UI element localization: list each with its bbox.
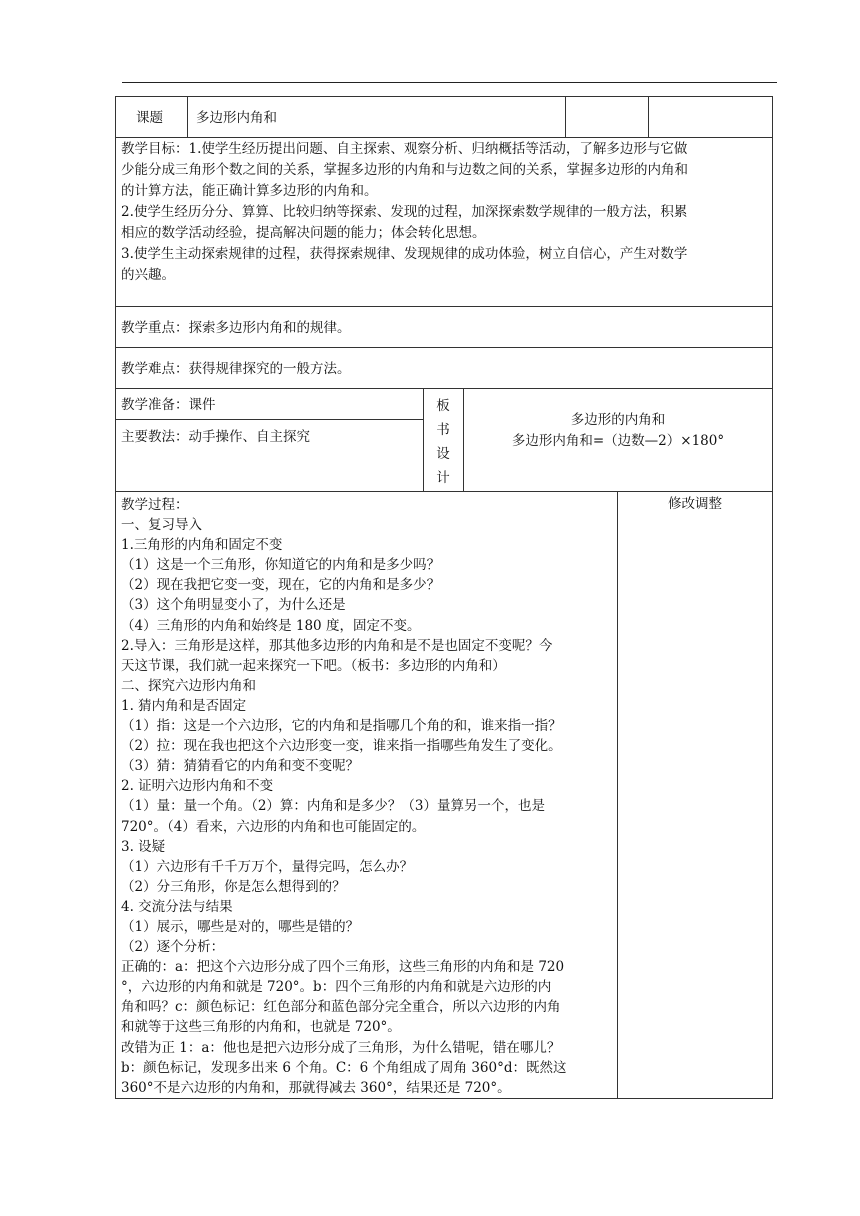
process-line: °，六边形的内角和就是 720°。b：四个三角形的内角和就是六边形的内 [121,979,552,996]
process-line: 改错为正 1：a：他也是把六边形分成了三角形，为什么错呢，错在哪儿？ [121,1039,561,1056]
process-line: 1.三角形的内角和固定不变 [121,537,283,554]
board-label-char: 设 [436,446,450,462]
process-line: 角和吗？c：颜色标记：红色部分和蓝色部分完全重合，所以六边形的内角 [121,999,561,1016]
process-line: 3. 设疑 [121,838,166,855]
difficult-point: 教学难点：获得规律探究的一般方法。 [121,361,351,377]
process-line: （1）展示，哪些是对的，哪些是错的？ [121,918,360,935]
process-line: 二、探究六边形内角和 [121,677,256,694]
process-line: （1）这是一个三角形，你知道它的内角和是多少吗？ [121,557,441,574]
key-point: 教学重点：探索多边形内角和的规律。 [121,320,351,336]
board-label [423,394,463,490]
revision-label: 修改调整 [668,496,722,512]
divider [187,96,188,138]
board-design [463,410,773,452]
process-text [121,495,566,1098]
process-line: （3）猜：猜猜看它的内角和变不变呢？ [121,758,360,775]
process-line: （1）六边形有千千万万个，量得完吗，怎么办？ [121,858,414,875]
divider [565,96,566,138]
process-line: 720°。（4）看来，六边形的内角和也可能固定的。 [121,818,426,835]
process-line: 和就等于这些三角形的内角和，也就是 720°。 [121,1019,401,1036]
objective-line: 2.使学生经历分分、算算、比较归纳等探索、发现的过程，加深探索数学规律的一般方法，积累 [121,204,688,220]
board-line-1: 多边形的内角和 [570,412,666,428]
process-line: （2）拉：现在我也把这个六边形变一变，谁来指一指哪些角发生了变化。 [121,738,562,755]
process-line: （2）现在我把它变一变，现在，它的内角和是多少？ [121,577,441,594]
board-label-char: 板 [436,398,450,414]
process-line: 2. 证明六边形内角和不变 [121,778,274,795]
process-line: （1）量：量一个角。（2）算：内角和是多少？（3）量算另一个，也是 [121,798,546,815]
process-line: 360°不是六边形的内角和，那就得减去 360°，结果还是 720°。 [121,1079,511,1096]
board-line-2: 多边形内角和=（边数—2）×180° [511,433,725,449]
objective-line: 相应的数学活动经验，提高解决问题的能力；体会转化思想。 [121,225,486,241]
teaching-method: 主要教法：动手操作、自主探究 [121,429,310,445]
process-line: （1）指：这是一个六边形，它的内角和是指哪几个角的和，谁来指一指？ [121,718,562,735]
process-line: （2）逐个分析： [121,939,225,956]
process-line: 天这节课，我们就一起来探究一下吧。（板书：多边形的内角和） [121,657,506,674]
process-line: （2）分三角形，你是怎么想得到的？ [121,878,346,895]
process-line: 1. 猜内角和是否固定 [121,697,247,714]
process-line: 教学过程： [121,497,189,513]
process-line: 正确的：a：把这个六边形分成了四个三角形，这些三角形的内角和是 720 [121,959,565,976]
objective-line: 少能分成三角形个数之间的关系，掌握多边形的内角和与边数之间的关系，掌握多边形的内角和 [121,162,688,178]
board-label-char: 书 [436,422,450,438]
divider [617,491,618,1099]
objective-line: 3.使学生主动探索规律的过程，获得探索规律、发现规律的成功体验，树立自信心，产生对数学 [121,246,688,262]
divider [115,419,423,420]
objective-line: 教学目标：1.使学生经历提出问题、自主探索、观察分析、归纳概括等活动，了解多边形与它做 [121,141,688,157]
objective-line: 的兴趣。 [121,267,175,283]
process-line: 一、复习导入 [121,517,202,534]
board-label-char: 计 [436,470,450,486]
process-line: （4）三角形的内角和始终是 180 度，固定不变。 [121,617,421,634]
process-line: 4. 交流分法与结果 [121,898,233,915]
objective-line: 的计算方法，能正确计算多边形的内角和。 [121,183,378,199]
process-line: b：颜色标记，发现多出来 6 个角。C：6 个角组成了周角 360°d：既然这 [121,1059,567,1076]
header-rule [122,82,777,83]
title-value: 多边形内角和 [196,110,277,126]
preparation: 教学准备：课件 [121,397,216,413]
process-line: （3）这个角明显变小了，为什么还是 [121,597,346,614]
divider [648,96,649,138]
objectives-text [121,139,688,286]
title-label: 课题 [136,110,163,126]
process-line: 2.导入：三角形是这样，那其他多边形的内角和是不是也固定不变呢？今 [121,637,553,654]
